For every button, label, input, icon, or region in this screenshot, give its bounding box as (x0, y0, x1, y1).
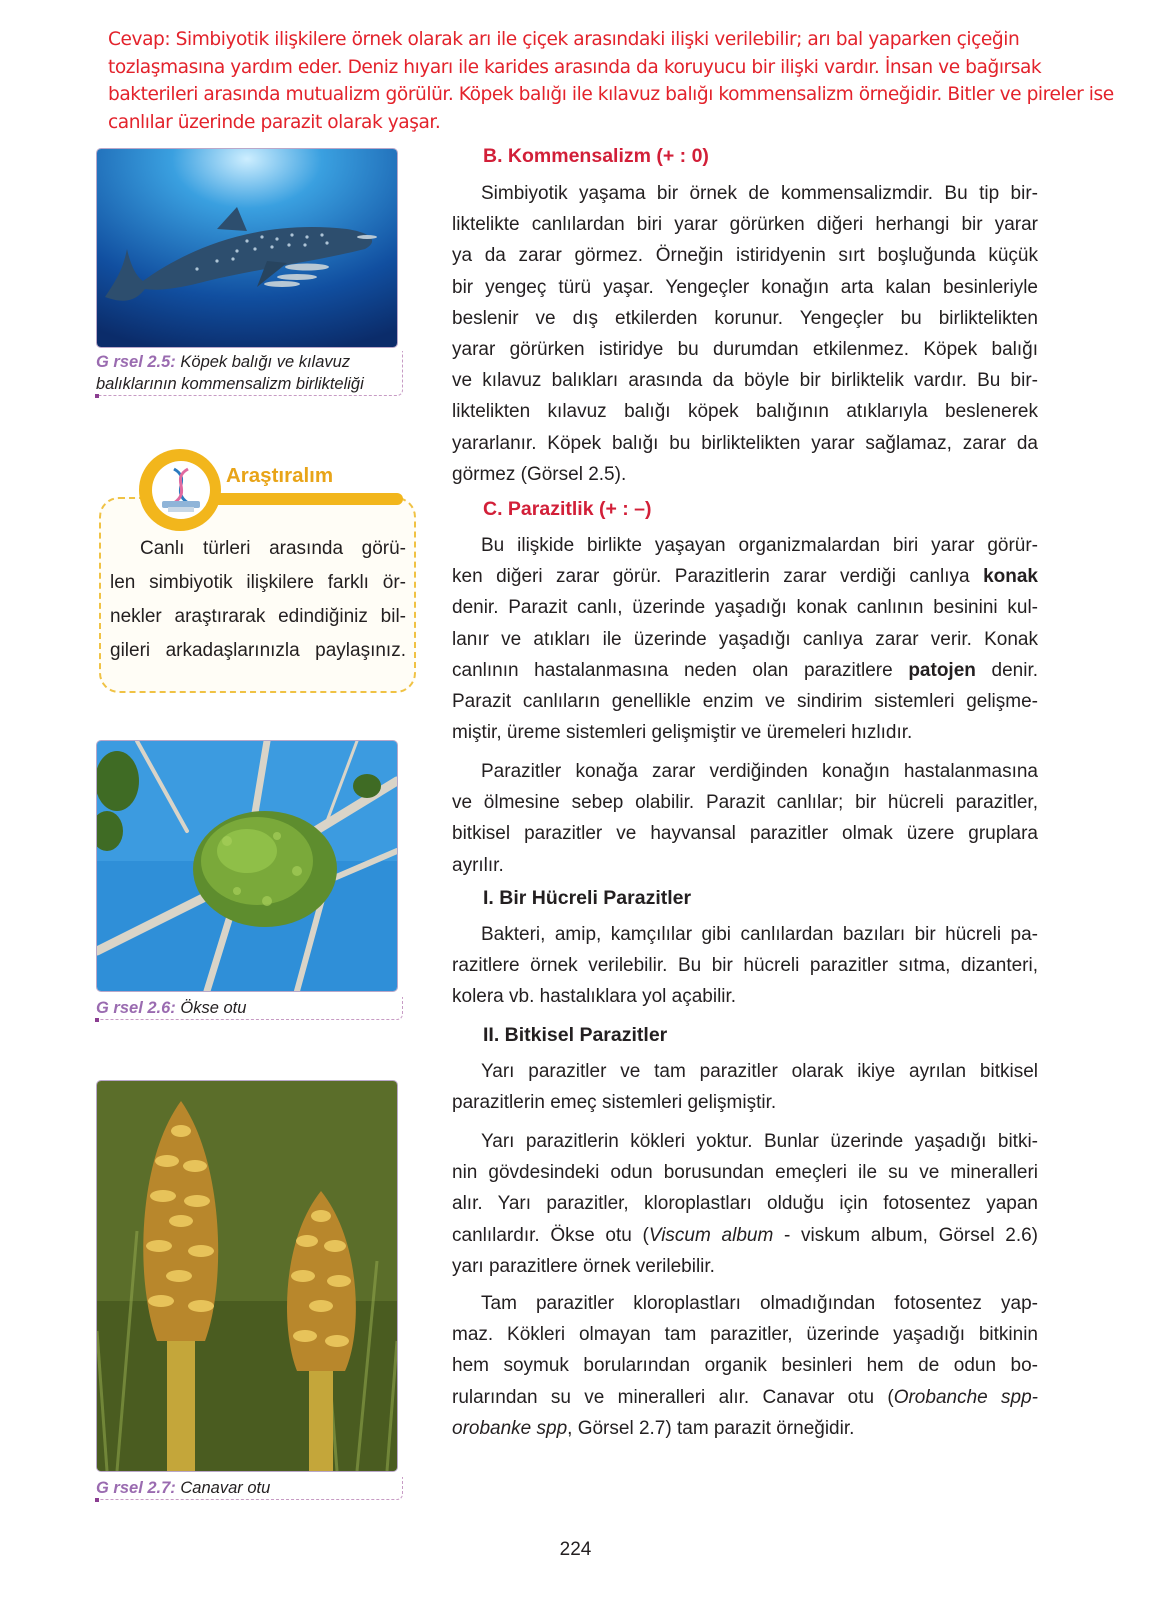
text-line: ayrılır. (452, 854, 504, 876)
text-line: liktelikte canlılardan biri yarar görürken diğeri herhangi bir yarar (452, 214, 1038, 236)
broomrape-illustration (97, 1081, 397, 1471)
mistletoe-illustration (97, 741, 397, 991)
text-line: parazitlerin emeç sistemleri gelişmiştir. (452, 1092, 777, 1114)
research-line: nekler araştırarak edindiğiniz bil- (110, 606, 406, 627)
figure-caption-2-5 (96, 351, 403, 396)
section-heading-plant: II. Bitkisel Parazitler (483, 1024, 668, 1046)
text-line: görmez (Görsel 2.5). (452, 463, 627, 485)
answer-text (108, 26, 1143, 136)
answer-line: tozlaşmasına yardım eder. Deniz hıyarı ile karides arasında da koruyucu bir ilişki vardır. İnsan ve bağırsak (108, 56, 1042, 78)
species-name: Viscum album (648, 1224, 774, 1246)
text-line: ve kılavuz balıkları arasında da böyle bir birliktelik vardır. Bu bir- (452, 370, 1038, 392)
text-line: alır. Yarı parazitler, kloroplastları olduğu için fotosentez yapan (452, 1193, 1038, 1215)
text-line: miştir, üreme sistemleri gelişmiştir ve üremeleri hızlıdır. (452, 722, 913, 744)
text-line: Parazitler konağa zarar verdiğinden konağın hastalanmasına (481, 761, 1038, 782)
term-konak: konak (983, 566, 1038, 588)
text-line: bir yengeç türü yaşar. Yengeçler konağın arta kalan besinleriyle (452, 276, 1038, 298)
plant-paragraph-1 (452, 1056, 1038, 1118)
research-line: Canlı türleri arasında görü- (140, 538, 406, 559)
text-line: ve ölmesine sebep olabilir. Parazit canlılar; bir hücreli parazitler, (452, 792, 1038, 814)
section-heading-unicellular: I. Bir Hücreli Parazitler (483, 887, 692, 909)
caption-text: Köpek balığı ve kılavuz (180, 353, 351, 371)
plant-paragraph-2 (452, 1126, 1038, 1282)
unicellular-paragraph (452, 919, 1038, 1013)
text-line: hem soymuk borularından organik besinleri hem de odun bo- (452, 1355, 1038, 1377)
answer-line: canlılar üzerinde parazit olarak yaşar. (108, 111, 441, 133)
figure-caption-2-6 (96, 997, 403, 1020)
plant-paragraph-3 (452, 1288, 1038, 1444)
text-line: denir. Parazit canlı, üzerinde yaşadığı konak canlının besinini kul- (452, 597, 1038, 619)
text-line: rularından su ve mineralleri alır. Canavar otu (Orobanche spp- (452, 1386, 1038, 1408)
research-title-bar (215, 493, 403, 505)
research-title: Araştıralım (226, 464, 334, 487)
text-line: liktelikten kılavuz balığı köpek balığının atıklarıyla beslenerek (452, 401, 1038, 423)
caption-text: Canavar otu (180, 1479, 271, 1497)
species-name: Orobanche spp- (893, 1386, 1038, 1408)
text-line: Bakteri, amip, kamçılılar gibi canlılardan bazıları bir hücreli pa- (481, 924, 1038, 945)
dna-icon (152, 461, 210, 519)
page-number: 224 (559, 1539, 592, 1560)
broomrape-photo (96, 1080, 398, 1472)
text-line: kolera vb. hastalıklara yol açabilir. (452, 986, 737, 1008)
caption-text: balıklarının kommensalizm birlikteliği (96, 375, 364, 393)
figure-label: G rsel 2.5: (96, 353, 176, 371)
figure-caption-2-7 (96, 1477, 403, 1500)
text-line: bitkisel parazitler ve hayvansal parazitler olmak üzere gruplara (452, 823, 1038, 845)
text-line: canlının hastalanmasına neden olan parazitlere patojen denir. (452, 659, 1039, 681)
parasitism-paragraph-2 (452, 756, 1038, 881)
text-line: Yarı parazitlerin kökleri yoktur. Bunlar üzerinde yaşadığı bitki- (481, 1131, 1038, 1152)
parasitism-paragraph-1 (452, 530, 1038, 748)
caption-text: Ökse otu (180, 999, 247, 1017)
answer-line: bakterileri arasında mutualizm görülür. Köpek balığı ile kılavuz balığı kommensalizm örneğidir. Bitler ve pireler ise (108, 84, 1114, 105)
text-line: razitlere örnek verilebilir. Bu bir hücreli parazitler sıtma, dizanteri, (452, 955, 1038, 977)
text-line: ya da zarar görmez. Örneğin istiridyenin sırt boşluğunda küçük (452, 245, 1038, 267)
text-line: nin gövdesindeki odun borusundan emeçleri ile su ve mineralleri (452, 1162, 1038, 1184)
section-heading-parasitism: C. Parazitlik (+ : –) (483, 498, 652, 520)
species-name: orobanke spp (452, 1417, 568, 1439)
research-line: len simbiyotik ilişkilere farklı ör- (110, 572, 406, 593)
text-line: Yarı parazitler ve tam parazitler olarak ikiye ayrılan bitkisel (481, 1061, 1038, 1082)
whale-shark-photo (96, 148, 398, 348)
text-line: yararlanır. Köpek balığı bu birliktelikten yarar sağlamaz, zarar da (452, 432, 1038, 454)
research-text (110, 532, 406, 668)
text-line: ken diğeri zarar görür. Parazitlerin zarar verdiği canlıya konak (452, 566, 1038, 588)
text-line: maz. Kökleri olmayan tam parazitler, üzerinde yaşadığı bitkinin (452, 1324, 1038, 1346)
text-line: canlılardır. Ökse otu (Viscum album - viskum album, Görsel 2.6) (452, 1224, 1038, 1246)
mistletoe-photo (96, 740, 398, 992)
answer-line: Cevap: Simbiyotik ilişkilere örnek olarak arı ile çiçek arasındaki ilişki verilebilir; arı bal yaparken çiçeğin (108, 29, 1020, 50)
text-line: beslenir ve dış etkilerden korunur. Yengeçler bu birliktelikten (452, 307, 1038, 329)
text-line: lanır ve atıkları ile üzerinde yaşadığı canlıya zarar verir. Konak (452, 628, 1038, 650)
whale-shark-illustration (97, 149, 397, 347)
text-line: Bu ilişkide birlikte yaşayan organizmalardan biri yarar görür- (481, 535, 1038, 556)
text-line: orobanke spp, Görsel 2.7) tam parazit örneğidir. (452, 1417, 855, 1439)
commensalism-paragraph (452, 178, 1038, 490)
text-line: yarı parazitlere örnek verilebilir. (452, 1255, 715, 1277)
figure-label: G rsel 2.7: (96, 1479, 176, 1497)
section-heading-commensalism: B. Kommensalizm (+ : 0) (483, 145, 709, 167)
text-line: Parazit canlıların genellikle enzim ve sindirim sistemleri gelişme- (452, 691, 1038, 713)
research-line: gileri arkadaşlarınızla paylaşınız. (110, 640, 406, 661)
text-line: Tam parazitler kloroplastları olmadığından fotosentez yap- (481, 1293, 1038, 1314)
term-patojen: patojen (908, 659, 976, 681)
figure-label: G rsel 2.6: (96, 999, 176, 1017)
text-line: yarar görürken istiridye bu durumdan etkilenmez. Köpek balığı (452, 339, 1038, 361)
text-line: Simbiyotik yaşama bir örnek de kommensalizmdir. Bu tip bir- (481, 183, 1038, 204)
